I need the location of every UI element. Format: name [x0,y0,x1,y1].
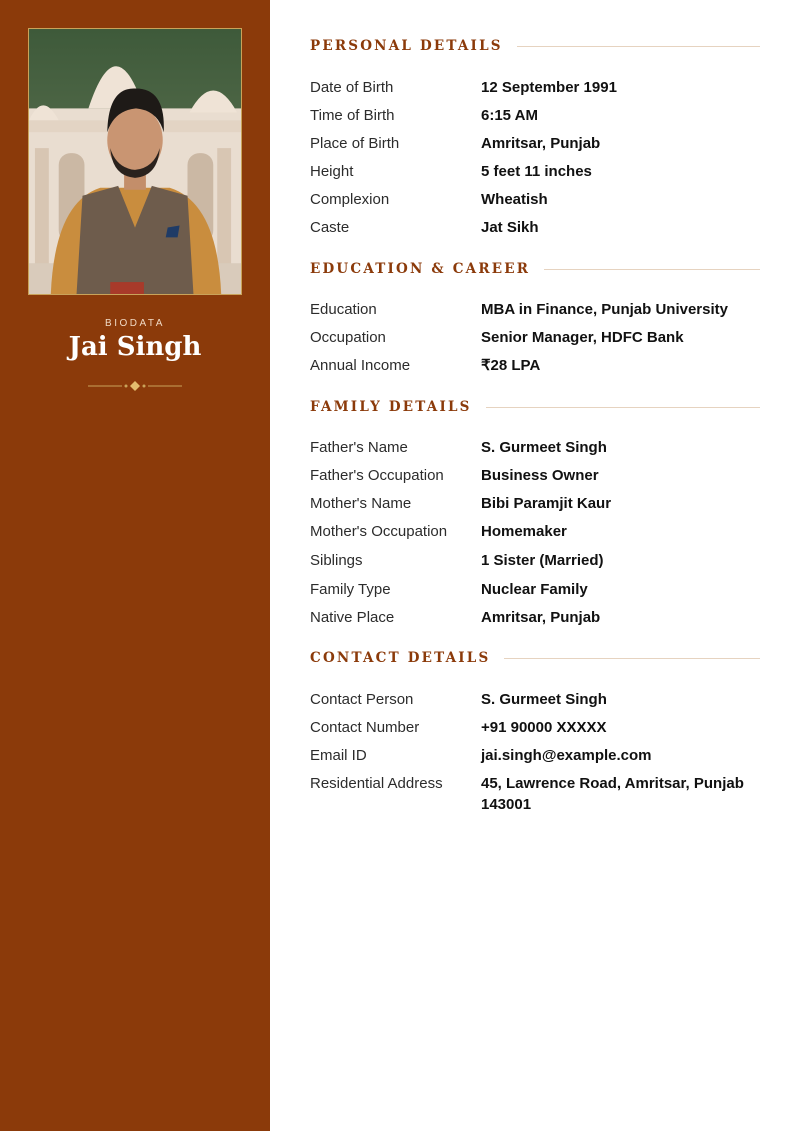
detail-value: 12 September 1991 [481,79,617,96]
detail-label: Email ID [310,747,367,764]
section-divider [544,269,760,270]
detail-value: Bibi Paramjit Kaur [481,495,612,512]
detail-value: 1 Sister (Married) [481,552,604,569]
section-contact-header [310,650,760,666]
detail-value: Jat Sikh [481,219,539,236]
detail-label: Father's Occupation [310,467,444,484]
section-divider [504,658,760,659]
detail-label: Mother's Name [310,495,412,512]
detail-label: Family Type [310,581,391,598]
detail-value: Business Owner [481,467,599,484]
section-title: FAMILY DETAILS [310,399,472,415]
sidebar [0,0,270,1131]
detail-label: Caste [310,219,350,236]
detail-label: Mother's Occupation [310,523,448,540]
detail-value: S. Gurmeet Singh [481,439,607,456]
detail-label: Height [310,163,354,180]
detail-label: Place of Birth [310,135,400,152]
detail-value: Homemaker [481,523,567,540]
section-divider [517,46,760,47]
detail-value: 45, Lawrence Road, Amritsar, Punjab 143001 [481,775,744,813]
detail-value: S. Gurmeet Singh [481,691,607,708]
detail-label: Complexion [310,191,390,208]
detail-label: Date of Birth [310,79,394,96]
detail-label: Father's Name [310,439,408,456]
detail-label: Contact Person [310,691,414,708]
detail-label: Education [310,301,377,318]
detail-value: ₹28 LPA [481,357,541,374]
section-divider [486,407,760,408]
section-education-header [310,261,760,277]
detail-value: Senior Manager, HDFC Bank [481,329,684,346]
detail-value: 5 feet 11 inches [481,163,592,180]
detail-value: +91 90000 XXXXX [481,719,607,736]
detail-label: Residential Address [310,775,443,792]
section-title: EDUCATION & CAREER [310,261,531,277]
detail-label: Contact Number [310,719,420,736]
detail-value: Amritsar, Punjab [481,609,601,626]
detail-value: MBA in Finance, Punjab University [481,301,728,318]
person-name: Jai Singh [68,332,202,362]
portrait-photo-icon [29,29,241,294]
detail-label: Time of Birth [310,107,395,124]
biodata-label: BIODATA [105,318,165,329]
profile-photo [28,28,242,295]
detail-label: Annual Income [310,357,411,374]
detail-label: Occupation [310,329,386,346]
detail-label: Siblings [310,552,363,569]
section-title: CONTACT DETAILS [310,650,491,666]
ornament-divider-icon [88,380,182,392]
detail-value: Nuclear Family [481,581,588,598]
detail-value: Wheatish [481,191,548,208]
detail-value: Amritsar, Punjab [481,135,601,152]
detail-value: jai.singh@example.com [481,747,652,764]
section-personal-header [310,38,760,54]
detail-value: 6:15 AM [481,107,538,124]
detail-label: Native Place [310,609,395,626]
section-family-header [310,399,760,415]
section-title: PERSONAL DETAILS [310,38,503,54]
